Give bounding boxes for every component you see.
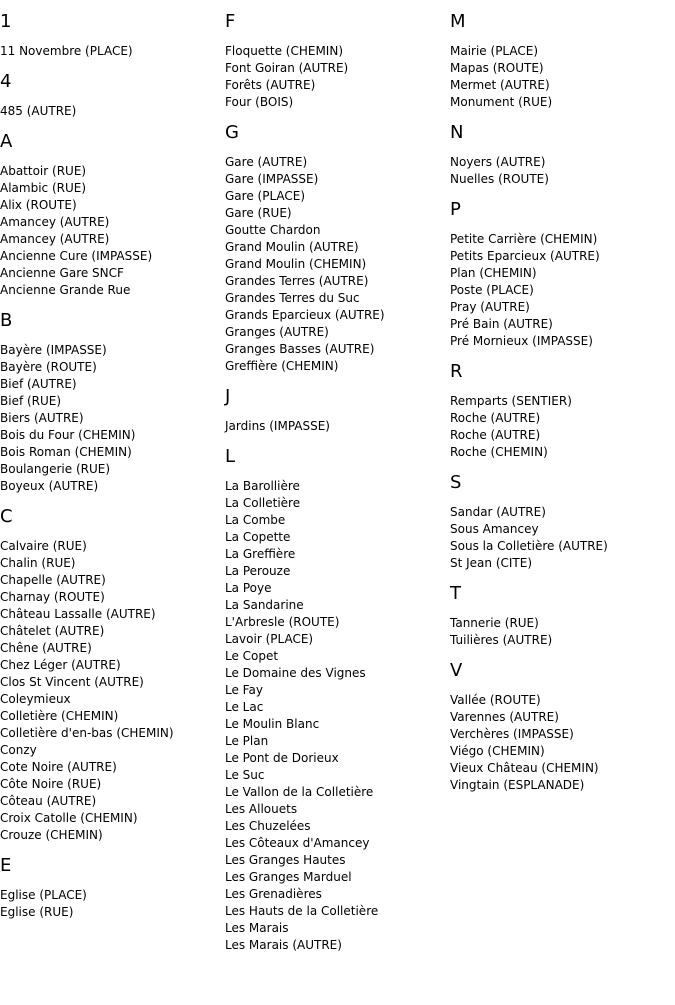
street-entry[interactable]: Les Granges Marduel (225, 870, 352, 884)
street-entry[interactable]: Remparts (SENTIER) (450, 394, 572, 408)
section-letter-heading: V (450, 660, 463, 681)
street-entry[interactable]: Charnay (ROUTE) (0, 590, 105, 604)
street-entry[interactable]: Grand Moulin (AUTRE) (225, 240, 359, 254)
street-entry[interactable]: Boyeux (AUTRE) (0, 479, 99, 493)
section-letter-heading: T (450, 583, 461, 604)
street-entry[interactable]: Nuelles (ROUTE) (450, 172, 549, 186)
street-entry[interactable]: Château Lassalle (AUTRE) (0, 607, 156, 621)
street-entry[interactable]: Châtelet (AUTRE) (0, 624, 105, 638)
index-section (225, 447, 445, 954)
street-entry[interactable]: Tannerie (RUE) (450, 616, 539, 630)
street-entry[interactable]: Granges (AUTRE) (225, 325, 329, 339)
street-entry[interactable]: Plan (CHEMIN) (450, 266, 537, 280)
street-entry[interactable]: 485 (AUTRE) (0, 104, 77, 118)
street-entry[interactable]: Ancienne Grande Rue (0, 283, 131, 297)
section-letter-heading: L (225, 446, 236, 467)
street-entry[interactable]: Ancienne Cure (IMPASSE) (0, 249, 153, 263)
street-entry[interactable]: La Combe (225, 513, 286, 527)
street-list (0, 342, 220, 495)
street-entry[interactable]: Vingtain (ESPLANADE) (450, 778, 585, 792)
street-entry[interactable]: Le Fay (225, 683, 263, 697)
index-section (450, 12, 675, 111)
street-entry[interactable]: Vieux Château (CHEMIN) (450, 761, 599, 775)
street-entry[interactable]: Verchères (IMPASSE) (450, 727, 574, 741)
street-entry[interactable]: St Jean (CITE) (450, 556, 533, 570)
street-list (450, 393, 675, 461)
street-list (0, 163, 220, 299)
street-entry[interactable]: Roche (AUTRE) (450, 428, 541, 442)
index-section (450, 200, 675, 350)
street-entry[interactable]: Chalin (RUE) (0, 556, 76, 570)
section-letter-heading: R (450, 361, 463, 382)
street-entry[interactable]: Grandes Terres (AUTRE) (225, 274, 369, 288)
street-entry[interactable]: Pré Bain (AUTRE) (450, 317, 553, 331)
street-entry[interactable]: Jardins (IMPASSE) (225, 419, 330, 433)
street-entry[interactable]: Viégo (CHEMIN) (450, 744, 545, 758)
street-entry[interactable]: Petits Eparcieux (AUTRE) (450, 249, 600, 263)
street-entry[interactable]: Goutte Chardon (225, 223, 321, 237)
street-entry[interactable]: Mermet (AUTRE) (450, 78, 550, 92)
street-entry[interactable]: Boulangerie (RUE) (0, 462, 111, 476)
street-entry[interactable]: Floquette (CHEMIN) (225, 44, 344, 58)
street-list (225, 478, 445, 954)
section-letter-heading: F (225, 11, 236, 32)
section-letter-heading: N (450, 122, 464, 143)
street-entry[interactable]: Varennes (AUTRE) (450, 710, 559, 724)
street-entry[interactable]: Amancey (AUTRE) (0, 232, 110, 246)
street-entry[interactable]: L'Arbresle (ROUTE) (225, 615, 340, 629)
street-entry[interactable]: La Greffière (225, 547, 296, 561)
street-entry[interactable]: Coleymieux (0, 692, 71, 706)
street-entry[interactable]: Chapelle (AUTRE) (0, 573, 106, 587)
street-list (225, 154, 445, 375)
street-entry[interactable]: La Poye (225, 581, 272, 595)
street-entry[interactable]: Grandes Terres du Suc (225, 291, 360, 305)
street-entry[interactable]: Croix Catolle (CHEMIN) (0, 811, 138, 825)
street-entry[interactable]: Conzy (0, 743, 37, 757)
street-entry[interactable]: Cote Noire (AUTRE) (0, 760, 117, 774)
street-index-column-2 (225, 0, 445, 966)
index-section (450, 584, 675, 649)
street-entry[interactable]: Chez Léger (AUTRE) (0, 658, 121, 672)
street-entry[interactable]: Lavoir (PLACE) (225, 632, 314, 646)
street-list (450, 504, 675, 572)
street-list (450, 43, 675, 111)
street-entry[interactable]: La Sandarine (225, 598, 304, 612)
section-letter-heading: 1 (0, 11, 12, 32)
index-section (0, 132, 220, 299)
section-letter-heading: B (0, 310, 13, 331)
street-list (0, 538, 220, 844)
street-entry[interactable]: Bief (AUTRE) (0, 377, 77, 391)
street-entry[interactable]: Four (BOIS) (225, 95, 294, 109)
index-section (0, 311, 220, 495)
street-index-column-3 (450, 0, 675, 806)
street-entry[interactable]: Les Chuzelées (225, 819, 311, 833)
street-entry[interactable]: Sous Amancey (450, 522, 539, 536)
street-list (0, 887, 220, 921)
street-entry[interactable]: Noyers (AUTRE) (450, 155, 546, 169)
section-letter-heading: E (0, 855, 12, 876)
street-entry[interactable]: Grands Eparcieux (AUTRE) (225, 308, 385, 322)
street-entry[interactable]: Sandar (AUTRE) (450, 505, 546, 519)
street-entry[interactable]: Le Vallon de la Colletière (225, 785, 374, 799)
street-entry[interactable]: Gare (AUTRE) (225, 155, 308, 169)
street-entry[interactable]: Poste (PLACE) (450, 283, 534, 297)
street-entry[interactable]: La Copette (225, 530, 291, 544)
street-entry[interactable]: Chêne (AUTRE) (0, 641, 92, 655)
street-list (450, 231, 675, 350)
street-entry[interactable]: Sous la Colletière (AUTRE) (450, 539, 608, 553)
index-section (0, 12, 220, 60)
street-entry[interactable]: Roche (CHEMIN) (450, 445, 548, 459)
section-letter-heading: A (0, 131, 13, 152)
street-entry[interactable]: Les Allouets (225, 802, 298, 816)
section-letter-heading: P (450, 199, 461, 220)
section-letter-heading: G (225, 122, 239, 143)
section-letter-heading: S (450, 472, 462, 493)
street-entry[interactable]: Alix (ROUTE) (0, 198, 77, 212)
index-section (225, 12, 445, 111)
street-entry[interactable]: Crouze (CHEMIN) (0, 828, 103, 842)
street-entry[interactable]: Les Granges Hautes (225, 853, 346, 867)
street-entry[interactable]: Font Goiran (AUTRE) (225, 61, 349, 75)
street-list (450, 692, 675, 794)
street-entry[interactable]: Granges Basses (AUTRE) (225, 342, 375, 356)
section-letter-heading: M (450, 11, 466, 32)
street-entry[interactable]: Vallée (ROUTE) (450, 693, 541, 707)
street-entry[interactable]: Colletière d'en-bas (CHEMIN) (0, 726, 174, 740)
street-entry[interactable]: Tuilières (AUTRE) (450, 633, 553, 647)
street-list (225, 43, 445, 111)
index-section (0, 507, 220, 844)
street-entry[interactable]: La Barollière (225, 479, 300, 493)
street-entry[interactable]: Le Suc (225, 768, 265, 782)
street-entry[interactable]: Pray (AUTRE) (450, 300, 530, 314)
index-section (450, 661, 675, 794)
street-entry[interactable]: Ancienne Gare SNCF (0, 266, 124, 280)
street-entry[interactable]: Les Marais (225, 921, 289, 935)
street-entry[interactable]: Monument (RUE) (450, 95, 553, 109)
index-section (450, 123, 675, 188)
index-section (450, 362, 675, 461)
street-list (0, 103, 220, 120)
street-entry[interactable]: Greffière (CHEMIN) (225, 359, 339, 373)
street-entry[interactable]: Eglise (PLACE) (0, 888, 87, 902)
street-entry[interactable]: Gare (PLACE) (225, 189, 306, 203)
section-letter-heading: C (0, 506, 13, 527)
section-letter-heading: J (225, 386, 231, 407)
street-entry[interactable]: Les Hauts de la Colletière (225, 904, 379, 918)
street-entry[interactable]: Côteau (AUTRE) (0, 794, 97, 808)
street-entry[interactable]: Le Moulin Blanc (225, 717, 320, 731)
index-section (225, 387, 445, 435)
street-entry[interactable]: Clos St Vincent (AUTRE) (0, 675, 144, 689)
street-entry[interactable]: 11 Novembre (PLACE) (0, 44, 133, 58)
index-section (0, 72, 220, 120)
street-entry[interactable]: Mapas (ROUTE) (450, 61, 544, 75)
street-entry[interactable]: Eglise (RUE) (0, 905, 74, 919)
street-entry[interactable]: Forêts (AUTRE) (225, 78, 316, 92)
street-list (0, 43, 220, 60)
street-entry[interactable]: Abattoir (RUE) (0, 164, 87, 178)
street-entry[interactable]: Le Domaine des Vignes (225, 666, 366, 680)
street-entry[interactable]: Biers (AUTRE) (0, 411, 84, 425)
street-list (225, 418, 445, 435)
street-entry[interactable]: Bayère (ROUTE) (0, 360, 97, 374)
street-entry[interactable]: Les Marais (AUTRE) (225, 938, 342, 952)
section-letter-heading: 4 (0, 71, 12, 92)
street-entry[interactable]: Gare (IMPASSE) (225, 172, 319, 186)
street-list (450, 615, 675, 649)
street-entry[interactable]: Amancey (AUTRE) (0, 215, 110, 229)
street-entry[interactable]: Bois Roman (CHEMIN) (0, 445, 132, 459)
street-entry[interactable]: Le Plan (225, 734, 269, 748)
street-entry[interactable]: Bief (RUE) (0, 394, 62, 408)
street-entry[interactable]: Gare (RUE) (225, 206, 292, 220)
street-list (450, 154, 675, 188)
street-entry[interactable]: Grand Moulin (CHEMIN) (225, 257, 367, 271)
street-entry[interactable]: Roche (AUTRE) (450, 411, 541, 425)
index-section (225, 123, 445, 375)
street-entry[interactable]: La Colletière (225, 496, 301, 510)
street-entry[interactable]: La Perouze (225, 564, 291, 578)
street-entry[interactable]: Côte Noire (RUE) (0, 777, 102, 791)
street-entry[interactable]: Bois du Four (CHEMIN) (0, 428, 136, 442)
street-entry[interactable]: Calvaire (RUE) (0, 539, 87, 553)
street-entry[interactable]: Les Grenadières (225, 887, 322, 901)
street-entry[interactable]: Colletière (CHEMIN) (0, 709, 119, 723)
street-index-column-1 (0, 0, 220, 933)
street-entry[interactable]: Les Côteaux d'Amancey (225, 836, 370, 850)
street-entry[interactable]: Pré Mornieux (IMPASSE) (450, 334, 593, 348)
street-entry[interactable]: Le Pont de Dorieux (225, 751, 339, 765)
street-entry[interactable]: Bayère (IMPASSE) (0, 343, 107, 357)
street-entry[interactable]: Alambic (RUE) (0, 181, 87, 195)
street-entry[interactable]: Petite Carrière (CHEMIN) (450, 232, 598, 246)
street-entry[interactable]: Le Lac (225, 700, 264, 714)
street-entry[interactable]: Mairie (PLACE) (450, 44, 539, 58)
index-section (450, 473, 675, 572)
index-section (0, 856, 220, 921)
street-entry[interactable]: Le Copet (225, 649, 279, 663)
